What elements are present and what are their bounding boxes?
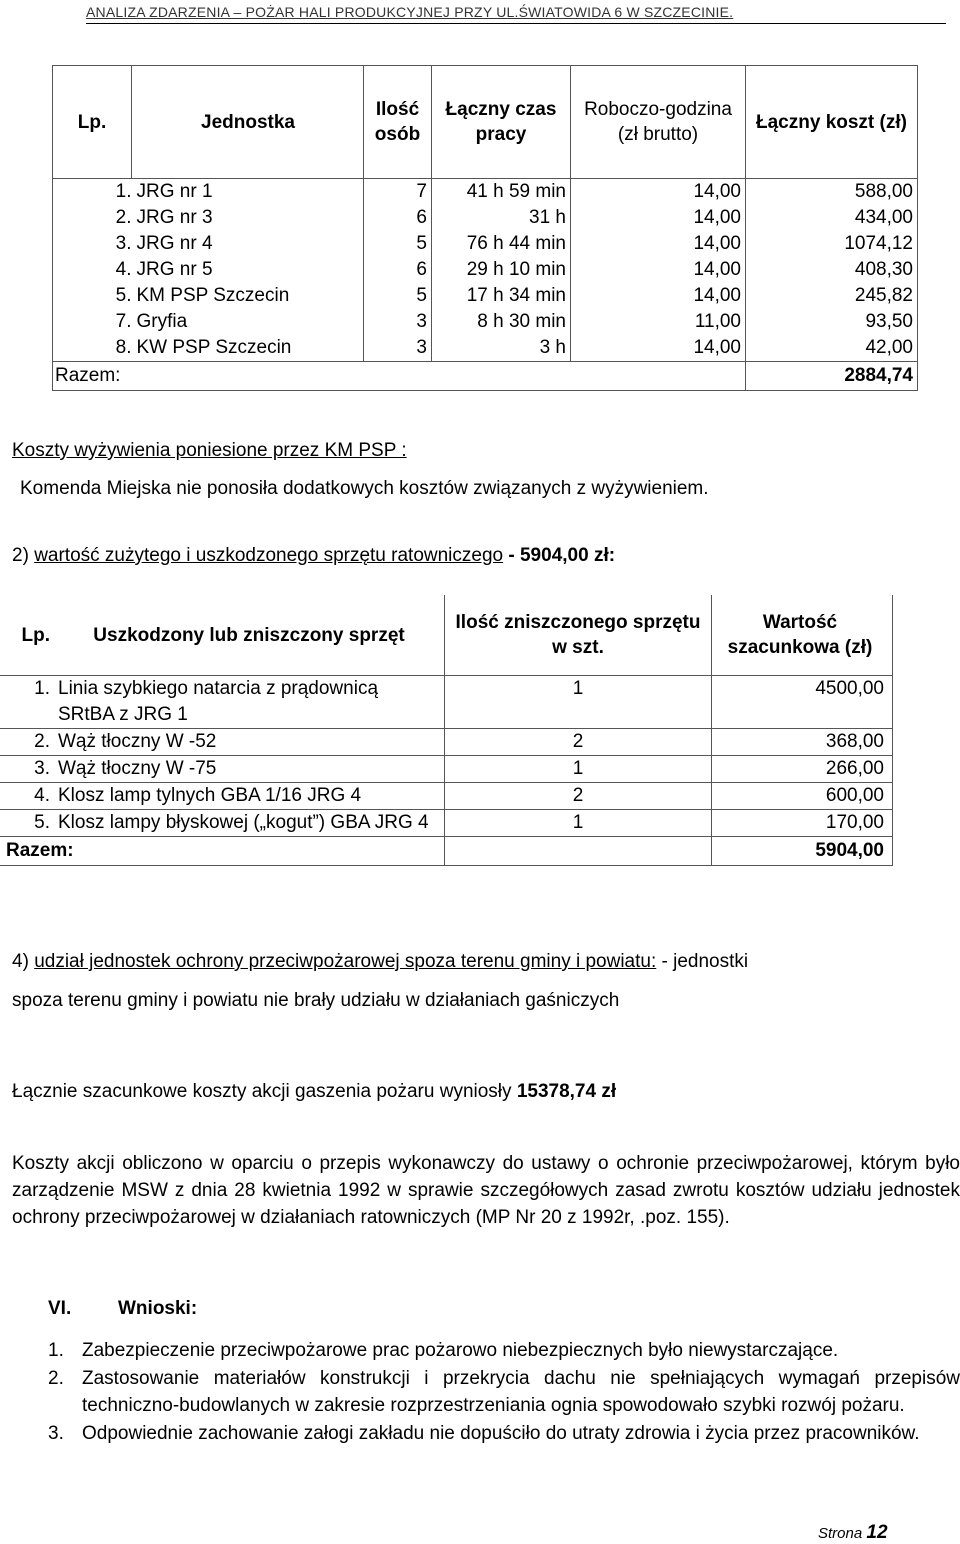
- row-people: 6: [364, 257, 432, 283]
- row-lp: 1.: [0, 676, 56, 729]
- row-value: 368,00: [712, 729, 893, 756]
- row-unit: JRG nr 5: [132, 257, 364, 283]
- table-row: [0, 676, 893, 729]
- row-unit: KM PSP Szczecin: [132, 283, 364, 309]
- page-footer: Strona 12: [818, 1522, 888, 1543]
- row-quantity: 2: [445, 783, 712, 810]
- col-lp: Lp.: [0, 595, 56, 676]
- row-cost: 408,30: [746, 257, 918, 283]
- row-time: 8 h 30 min: [432, 309, 571, 335]
- row-lp: 7.: [53, 309, 132, 335]
- col-lp: Lp.: [53, 66, 132, 179]
- total-value: 5904,00: [712, 837, 893, 866]
- row-lp: 5.: [0, 810, 56, 837]
- row-equipment: Klosz lamp tylnych GBA 1/16 JRG 4: [56, 783, 445, 810]
- col-unit: Jednostka: [132, 66, 364, 179]
- col-people: Ilość osób: [364, 66, 432, 179]
- row-quantity: 1: [445, 756, 712, 783]
- row-quantity: 2: [445, 729, 712, 756]
- row-value: 600,00: [712, 783, 893, 810]
- row-cost: 1074,12: [746, 231, 918, 257]
- row-time: 31 h: [432, 205, 571, 231]
- section-number: VI.: [48, 1298, 72, 1319]
- list-number: 3.: [48, 1423, 64, 1444]
- row-time: 29 h 10 min: [432, 257, 571, 283]
- equipment-table: [0, 595, 893, 866]
- row-unit: Gryfia: [132, 309, 364, 335]
- list-item: [48, 1337, 960, 1364]
- table-row: [53, 205, 918, 231]
- row-value: 266,00: [712, 756, 893, 783]
- row-equipment: Wąż tłoczny W -75: [56, 756, 445, 783]
- table-total-row: [0, 837, 893, 866]
- table-row: [53, 335, 918, 362]
- col-value: Wartość szacunkowa (zł): [712, 595, 893, 676]
- table-header-row: [0, 595, 893, 676]
- section4-line2: spoza terenu gminy i powiatu nie brały udziału w działaniach gaśniczych: [12, 990, 620, 1011]
- row-lp: 4.: [53, 257, 132, 283]
- table-row: [53, 179, 918, 206]
- food-cost-heading: Koszty wyżywienia poniesione przez KM PSP :: [12, 440, 407, 461]
- cost-basis-paragraph: Koszty akcji obliczono w oparciu o przepis wykonawczy do ustawy o ochronie przeciwpożarowej, którym było zarządzenie MSW z dnia 28 kwietnia 1992 w sprawie szczegółowych zasad zwrotu kosztów udziału jednostek ochrony przeciwpożarowej w działaniach ratowniczych (MP Nr 20 z 1992r, .poz. 155).: [12, 1153, 960, 1228]
- row-time: 76 h 44 min: [432, 231, 571, 257]
- table-row: [0, 756, 893, 783]
- list-number: 1.: [48, 1340, 64, 1361]
- row-rate: 14,00: [571, 231, 746, 257]
- row-cost: 588,00: [746, 179, 918, 206]
- list-text: Odpowiednie zachowanie załogi zakładu nie dopuściło do utraty zdrowia i życia przez pracowników.: [82, 1423, 920, 1444]
- row-people: 6: [364, 205, 432, 231]
- table-row: [53, 231, 918, 257]
- table-header-row: [53, 66, 918, 179]
- table-row: [53, 257, 918, 283]
- total-costs: Łącznie szacunkowe koszty akcji gaszenia pożaru wyniosły 15378,74 zł: [12, 1081, 617, 1102]
- row-people: 3: [364, 309, 432, 335]
- row-rate: 14,00: [571, 335, 746, 362]
- row-time: 17 h 34 min: [432, 283, 571, 309]
- row-equipment: Wąż tłoczny W -52: [56, 729, 445, 756]
- list-text: Zastosowanie materiałów konstrukcji i przekrycia dachu nie spełniających wymagań przepisów techniczno-budowlanych w zakresie rozprzestrzeniania ognia spowodowało szybki rozwój pożaru.: [82, 1368, 960, 1416]
- row-rate: 11,00: [571, 309, 746, 335]
- col-quantity: Ilość zniszczonego sprzętu w szt.: [445, 595, 712, 676]
- row-lp: 2.: [0, 729, 56, 756]
- section4-line1: 4) udział jednostek ochrony przeciwpożarowej spoza terenu gminy i powiatu: - jednostki: [12, 951, 749, 972]
- table-row: [53, 309, 918, 335]
- row-quantity: 1: [445, 676, 712, 729]
- total-value: 2884,74: [746, 362, 918, 391]
- col-time: Łączny czas pracy: [432, 66, 571, 179]
- row-people: 5: [364, 283, 432, 309]
- equipment-heading: 2) wartość zużytego i uszkodzonego sprzętu ratowniczego - 5904,00 zł:: [12, 545, 616, 566]
- row-cost: 434,00: [746, 205, 918, 231]
- row-equipment: Klosz lampy błyskowej („kogut”) GBA JRG 4: [56, 810, 445, 837]
- row-cost: 93,50: [746, 309, 918, 335]
- list-text: Zabezpieczenie przeciwpożarowe prac pożarowo niebezpiecznych było niewystarczające.: [82, 1340, 839, 1361]
- row-unit: KW PSP Szczecin: [132, 335, 364, 362]
- table-row: [0, 729, 893, 756]
- row-time: 3 h: [432, 335, 571, 362]
- total-empty: [445, 837, 712, 866]
- row-people: 3: [364, 335, 432, 362]
- row-rate: 14,00: [571, 283, 746, 309]
- col-cost: Łączny koszt (zł): [746, 66, 918, 179]
- table-row: [0, 810, 893, 837]
- total-label: Razem:: [0, 837, 445, 866]
- table-total-row: [53, 362, 918, 391]
- row-unit: JRG nr 1: [132, 179, 364, 206]
- row-lp: 3.: [0, 756, 56, 783]
- table-row: [0, 783, 893, 810]
- row-cost: 42,00: [746, 335, 918, 362]
- row-time: 41 h 59 min: [432, 179, 571, 206]
- row-people: 5: [364, 231, 432, 257]
- list-item: [48, 1420, 960, 1447]
- row-lp: 8.: [53, 335, 132, 362]
- row-rate: 14,00: [571, 205, 746, 231]
- page-header: ANALIZA ZDARZENIA – POŻAR HALI PRODUKCYJNEJ PRZY UL.ŚWIATOWIDA 6 W SZCZECINIE.: [86, 4, 946, 24]
- section-title: Wnioski:: [118, 1298, 198, 1319]
- conclusions-list: [48, 1337, 960, 1448]
- list-item: [48, 1365, 960, 1419]
- row-rate: 14,00: [571, 257, 746, 283]
- table-row: [53, 283, 918, 309]
- row-quantity: 1: [445, 810, 712, 837]
- col-equipment: Uszkodzony lub zniszczony sprzęt: [56, 595, 445, 676]
- labor-cost-table: [52, 65, 918, 391]
- row-people: 7: [364, 179, 432, 206]
- row-value: 4500,00: [712, 676, 893, 729]
- row-lp: 1.: [53, 179, 132, 206]
- row-unit: JRG nr 4: [132, 231, 364, 257]
- row-equipment: Linia szybkiego natarcia z prądownicą SRtBA z JRG 1: [56, 676, 445, 729]
- row-lp: 3.: [53, 231, 132, 257]
- total-label: Razem:: [53, 362, 746, 391]
- row-value: 170,00: [712, 810, 893, 837]
- list-number: 2.: [48, 1368, 64, 1389]
- food-cost-text: Komenda Miejska nie ponosiła dodatkowych kosztów związanych z wyżywieniem.: [20, 478, 709, 499]
- row-rate: 14,00: [571, 179, 746, 206]
- row-cost: 245,82: [746, 283, 918, 309]
- row-unit: JRG nr 3: [132, 205, 364, 231]
- row-lp: 2.: [53, 205, 132, 231]
- col-rate: Roboczo-godzina (zł brutto): [571, 66, 746, 179]
- row-lp: 4.: [0, 783, 56, 810]
- row-lp: 5.: [53, 283, 132, 309]
